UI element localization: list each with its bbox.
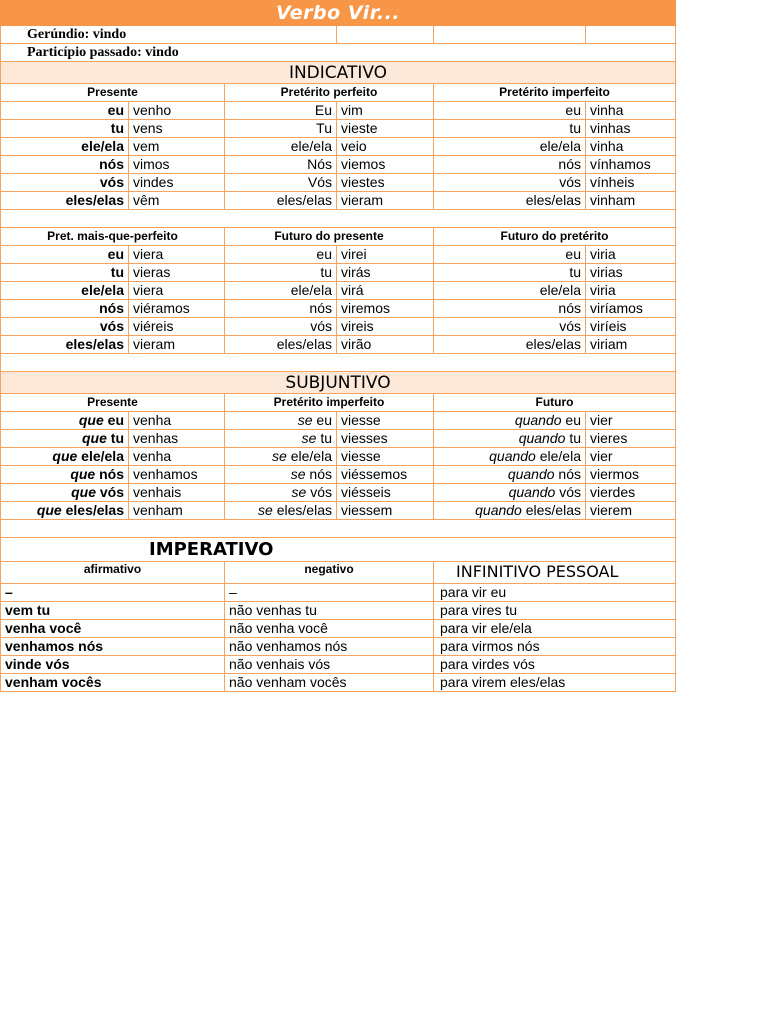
verb-form-cell: venhas	[129, 430, 225, 447]
section-heading-imperativo: IMPERATIVO	[0, 538, 676, 562]
column-header: afirmativo	[1, 562, 225, 583]
pronoun-text: nós	[558, 466, 581, 482]
conjunction-prefix: que	[36, 502, 62, 518]
conjunction-prefix: se	[291, 484, 307, 500]
verb-form-cell: vieram	[337, 192, 434, 209]
pronoun-cell: tu	[225, 264, 337, 281]
table-row	[0, 412, 676, 430]
verb-form-cell: vim	[337, 102, 434, 119]
table-row	[0, 336, 676, 354]
column-header: Presente	[1, 394, 225, 411]
verb-form-cell: viria	[590, 246, 616, 262]
gerundio-label: Gerúndio: vindo	[1, 26, 337, 43]
verb-form-cell: viremos	[337, 300, 434, 317]
pronoun-cell	[225, 448, 337, 465]
imperativo-negativo-cell: não venhas tu	[225, 602, 434, 619]
indicativo-header-row-2	[0, 228, 676, 246]
infinitivo-pessoal-cell: para vir ele/ela	[440, 620, 532, 636]
verb-form-cell: vierem	[590, 502, 633, 518]
imperativo-negativo-cell: não venhamos nós	[225, 638, 434, 655]
pronoun-cell	[434, 484, 586, 501]
verb-form-cell: vieras	[129, 264, 225, 281]
pronoun-cell	[225, 412, 337, 429]
conjunction-prefix: se	[290, 466, 306, 482]
pronoun-text: nós	[309, 466, 332, 482]
pronoun-text: ele/ela	[290, 448, 332, 464]
column-header: negativo	[225, 562, 434, 583]
table-row	[0, 102, 676, 120]
pronoun-text: vós	[99, 484, 124, 500]
verb-form-cell: venham	[129, 502, 225, 519]
imperativo-afirmativo-cell: –	[1, 584, 225, 601]
verb-form-cell: vieres	[590, 430, 628, 446]
infinitivo-pessoal-cell: para virdes vós	[440, 656, 535, 672]
table-row	[0, 264, 676, 282]
pronoun-cell: ele/ela	[434, 282, 586, 299]
indicativo-block-1	[0, 102, 676, 210]
table-row	[0, 638, 676, 656]
indicativo-block-2	[0, 246, 676, 354]
pronoun-cell	[434, 430, 586, 447]
pronoun-text: ele/ela	[539, 448, 581, 464]
pronoun-text: vós	[310, 484, 332, 500]
pronoun-cell: ele/ela	[1, 138, 129, 155]
pronoun-text: tu	[320, 430, 332, 446]
conjunction-prefix: se	[301, 430, 317, 446]
verb-form-cell: viera	[129, 246, 225, 263]
verb-form-cell: viriam	[590, 336, 628, 352]
conjunction-prefix: quando	[508, 484, 556, 500]
conjunction-prefix: quando	[475, 502, 522, 518]
conjunction-prefix: quando	[507, 466, 555, 482]
pronoun-cell: Vós	[225, 174, 337, 191]
verb-form-cell: viríamos	[590, 300, 643, 316]
verb-form-cell: virás	[337, 264, 434, 281]
pronoun-cell: eles/elas	[225, 336, 337, 353]
page-title: Verbo Vir...	[0, 0, 676, 26]
pronoun-cell	[1, 484, 129, 501]
conjunction-prefix: se	[258, 502, 273, 518]
indicativo-header-row-1	[0, 84, 676, 102]
infinitivo-pessoal-cell: para virem eles/elas	[440, 674, 566, 690]
pronoun-text: eu	[316, 412, 332, 428]
pronoun-cell	[225, 430, 337, 447]
pronoun-cell: Eu	[225, 102, 337, 119]
verb-form-cell: vieste	[337, 120, 434, 137]
infinitivo-pessoal-cell: para virmos nós	[440, 638, 540, 654]
verb-form-cell: viéreis	[129, 318, 225, 335]
pronoun-cell	[225, 466, 337, 483]
verb-form-cell: viésseis	[337, 484, 434, 501]
pronoun-cell: eu	[434, 246, 586, 263]
pronoun-cell	[1, 412, 129, 429]
pronoun-cell: vós	[434, 318, 586, 335]
verb-form-cell: vínhamos	[590, 156, 651, 172]
pronoun-cell: tu	[434, 264, 586, 281]
info-row-participio	[0, 44, 676, 62]
pronoun-cell: eu	[434, 102, 586, 119]
verb-form-cell: venha	[129, 412, 225, 429]
table-row	[0, 602, 676, 620]
pronoun-cell: eu	[225, 246, 337, 263]
pronoun-cell: nós	[225, 300, 337, 317]
pronoun-cell: ele/ela	[434, 138, 586, 155]
verb-form-cell: venhais	[129, 484, 225, 501]
column-header: Pretérito imperfeito	[225, 394, 434, 411]
conjunction-prefix: que	[70, 466, 96, 482]
verb-form-cell: vieram	[129, 336, 225, 353]
pronoun-cell: eles/elas	[1, 192, 129, 209]
imperativo-afirmativo-cell: venham vocês	[1, 674, 225, 691]
verb-form-cell: vindes	[129, 174, 225, 191]
pronoun-cell: tu	[1, 264, 129, 281]
table-row	[0, 174, 676, 192]
pronoun-text: nós	[99, 466, 124, 482]
pronoun-text: ele/ela	[81, 448, 124, 464]
verb-form-cell: vierdes	[590, 484, 636, 500]
conjunction-prefix: que	[71, 484, 96, 500]
verb-form-cell: vier	[590, 448, 613, 464]
pronoun-cell	[1, 430, 129, 447]
pronoun-cell: tu	[434, 120, 586, 137]
verb-form-cell: vínheis	[590, 174, 635, 190]
column-header: Futuro do presente	[225, 228, 434, 245]
table-row	[0, 584, 676, 602]
column-header: Futuro	[535, 395, 574, 409]
conjunction-prefix: se	[272, 448, 287, 464]
imperativo-afirmativo-cell: vem tu	[1, 602, 225, 619]
verb-form-cell: veio	[337, 138, 434, 155]
table-row	[0, 620, 676, 638]
pronoun-text: tu	[110, 430, 124, 446]
pronoun-cell: eu	[1, 102, 129, 119]
conjunction-prefix: se	[297, 412, 313, 428]
pronoun-cell	[434, 466, 586, 483]
imperativo-negativo-cell: –	[225, 584, 434, 601]
info-row-gerundio	[0, 26, 676, 44]
verb-form-cell: vens	[129, 120, 225, 137]
table-row	[0, 656, 676, 674]
pronoun-cell	[434, 502, 586, 519]
table-row	[0, 674, 676, 692]
pronoun-cell: eles/elas	[1, 336, 129, 353]
pronoun-cell: Nós	[225, 156, 337, 173]
imperativo-afirmativo-cell: venha você	[1, 620, 225, 637]
verb-form-cell: viéramos	[129, 300, 225, 317]
pronoun-cell: ele/ela	[225, 282, 337, 299]
column-header: Pretérito perfeito	[225, 84, 434, 101]
conjunction-prefix: que	[78, 412, 104, 428]
subjuntivo-block	[0, 412, 676, 520]
table-row	[0, 484, 676, 502]
conjunction-prefix: que	[52, 448, 78, 464]
verb-form-cell: vinha	[590, 102, 624, 118]
imperativo-block	[0, 584, 676, 692]
verb-form-cell: viemos	[337, 156, 434, 173]
pronoun-cell: tu	[1, 120, 129, 137]
verb-form-cell: viesse	[337, 448, 434, 465]
table-row	[0, 120, 676, 138]
pronoun-cell	[225, 484, 337, 501]
imperativo-negativo-cell: não venham vocês	[225, 674, 434, 691]
table-row	[0, 318, 676, 336]
pronoun-cell: eu	[1, 246, 129, 263]
conjunction-prefix: quando	[514, 412, 562, 428]
verb-form-cell: vinhas	[590, 120, 631, 136]
pronoun-text: eu	[107, 412, 124, 428]
verb-form-cell: vinham	[590, 192, 636, 208]
verb-form-cell: viesse	[337, 412, 434, 429]
pronoun-cell: ele/ela	[1, 282, 129, 299]
section-heading-indicativo: INDICATIVO	[0, 62, 676, 84]
table-row	[0, 448, 676, 466]
pronoun-cell: nós	[434, 300, 586, 317]
pronoun-cell: nós	[1, 300, 129, 317]
pronoun-cell: vós	[434, 174, 586, 191]
imperativo-afirmativo-cell: venhamos nós	[1, 638, 225, 655]
pronoun-cell: vós	[225, 318, 337, 335]
infinitivo-pessoal-heading: INFINITIVO PESSOAL	[456, 562, 619, 581]
table-row	[0, 246, 676, 264]
pronoun-text: eles/elas	[525, 502, 581, 518]
imperativo-negativo-cell: não venhais vós	[225, 656, 434, 673]
pronoun-cell	[225, 502, 337, 519]
verb-form-cell: viestes	[337, 174, 434, 191]
pronoun-cell	[434, 448, 586, 465]
pronoun-cell: eles/elas	[434, 192, 586, 209]
pronoun-cell: Tu	[225, 120, 337, 137]
verb-form-cell: venha	[129, 448, 225, 465]
verb-form-cell: viermos	[590, 466, 640, 482]
conjunction-prefix: quando	[518, 430, 566, 446]
infinitivo-pessoal-cell: para vires tu	[440, 602, 518, 618]
column-header: Pret. mais-que-perfeito	[1, 228, 225, 245]
pronoun-cell: vós	[1, 318, 129, 335]
imperativo-header-row	[0, 562, 676, 584]
pronoun-cell	[1, 466, 129, 483]
pronoun-cell: eles/elas	[225, 192, 337, 209]
table-row	[0, 192, 676, 210]
pronoun-cell: vós	[1, 174, 129, 191]
table-row	[0, 282, 676, 300]
pronoun-cell: ele/ela	[225, 138, 337, 155]
participio-label: Particípio passado: vindo	[27, 45, 179, 60]
verb-form-cell: viera	[129, 282, 225, 299]
verb-form-cell: vireis	[337, 318, 434, 335]
pronoun-text: eles/elas	[276, 502, 332, 518]
table-row	[0, 430, 676, 448]
infinitivo-pessoal-cell: para vir eu	[440, 584, 507, 600]
section-heading-subjuntivo: SUBJUNTIVO	[0, 372, 676, 394]
verb-form-cell: venhamos	[129, 466, 225, 483]
subjuntivo-header-row	[0, 394, 676, 412]
pronoun-cell: nós	[1, 156, 129, 173]
verb-form-cell: viesses	[337, 430, 434, 447]
verb-form-cell: viessem	[337, 502, 434, 519]
pronoun-text: eles/elas	[65, 502, 124, 518]
verb-form-cell: vinha	[590, 138, 624, 154]
table-row	[0, 138, 676, 156]
verb-form-cell: viria	[590, 282, 616, 298]
pronoun-cell: nós	[434, 156, 586, 173]
column-header: Futuro do pretérito	[500, 229, 609, 243]
verb-form-cell: vêm	[129, 192, 225, 209]
table-row	[0, 300, 676, 318]
verb-form-cell: viríeis	[590, 318, 627, 334]
conjunction-prefix: quando	[489, 448, 536, 464]
verb-form-cell: virão	[337, 336, 434, 353]
pronoun-cell	[1, 448, 129, 465]
verb-form-cell: viéssemos	[337, 466, 434, 483]
verb-form-cell: vimos	[129, 156, 225, 173]
verb-form-cell: virá	[337, 282, 434, 299]
pronoun-text: eu	[565, 412, 581, 428]
table-row	[0, 156, 676, 174]
pronoun-cell	[1, 502, 129, 519]
table-row	[0, 502, 676, 520]
verb-form-cell: venho	[129, 102, 225, 119]
verb-form-cell: vem	[129, 138, 225, 155]
pronoun-text: tu	[569, 430, 581, 446]
conjunction-prefix: que	[82, 430, 107, 446]
pronoun-text: vós	[559, 484, 581, 500]
imperativo-negativo-cell: não venha você	[225, 620, 434, 637]
imperativo-afirmativo-cell: vinde vós	[1, 656, 225, 673]
pronoun-cell	[434, 412, 586, 429]
column-header: Pretérito imperfeito	[499, 85, 610, 99]
table-row	[0, 466, 676, 484]
verb-form-cell: virei	[337, 246, 434, 263]
verb-form-cell: virias	[590, 264, 623, 280]
pronoun-cell: eles/elas	[434, 336, 586, 353]
verb-form-cell: vier	[590, 412, 613, 428]
column-header: Presente	[1, 84, 225, 101]
